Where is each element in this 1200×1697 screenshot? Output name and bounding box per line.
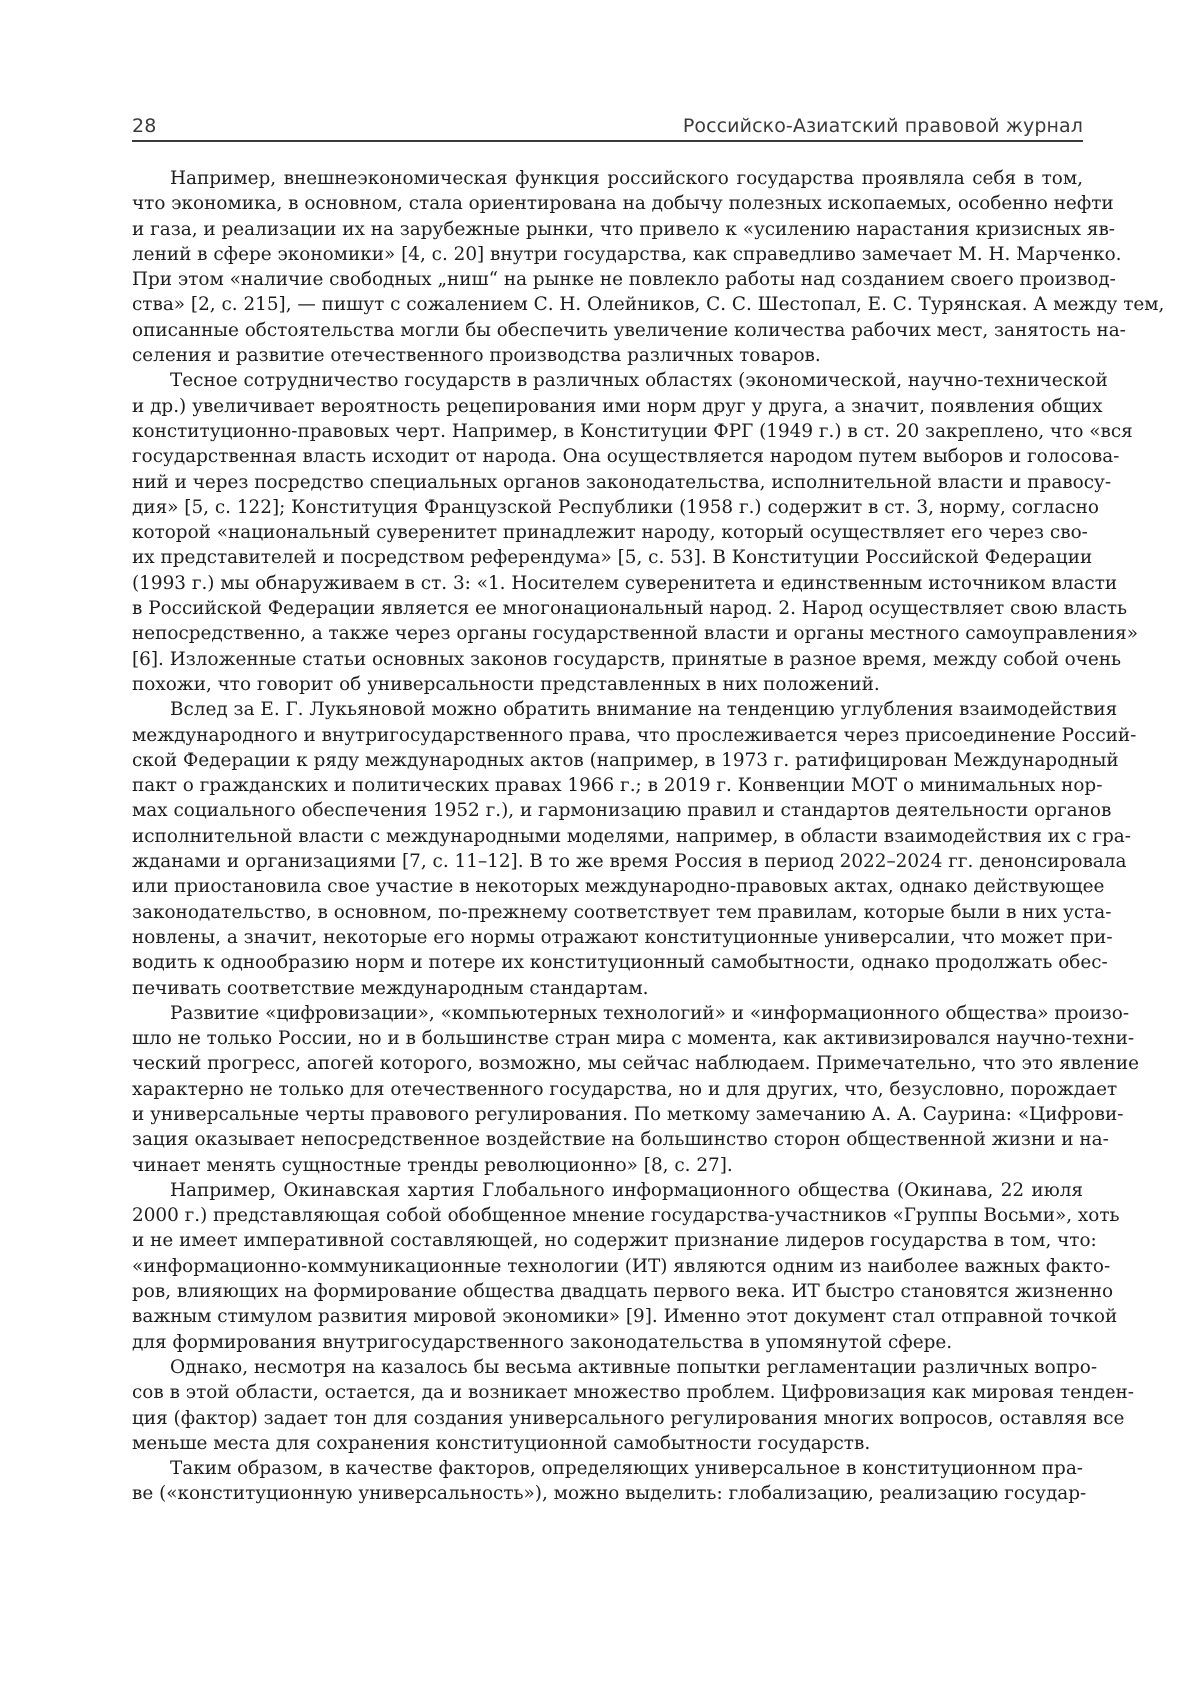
text-line: Вслед за Е. Г. Лукьяновой можно обратить внимание на тенденцию углубления взаимодействия bbox=[170, 699, 1118, 721]
text-line: ческий прогресс, апогей которого, возможно, мы сейчас наблюдаем. Примечательно, что это явление bbox=[132, 1053, 1139, 1075]
text-line: ний и через посредство специальных органов законодательства, исполнительной власти и правосу- bbox=[132, 471, 1112, 493]
text-line: и универсальные черты правового регулирования. По меткому замечанию А. А. Саурина: «Цифрови- bbox=[132, 1103, 1124, 1125]
paragraph bbox=[132, 368, 1139, 697]
page-number: 28 bbox=[132, 115, 157, 137]
text-line: законодательство, в основном, по-прежнему соответствует тем правилам, которые были в них уста- bbox=[132, 901, 1112, 923]
text-line: и не имеет императивной составляющей, но содержит признание лидеров государства в том, что: bbox=[132, 1230, 1097, 1252]
text-line: конституционно-правовых черт. Например, в Конституции ФРГ (1949 г.) в ст. 20 закреплено, что «вся bbox=[132, 420, 1133, 442]
text-line: государственная власть исходит от народа. Она осуществляется народом путем выборов и голосова- bbox=[132, 446, 1120, 468]
text-line: Тесное сотрудничество государств в различных областях (экономической, научно-технической bbox=[170, 370, 1108, 392]
text-line: Например, внешнеэкономическая функция российского государства проявляла себя в том, bbox=[170, 168, 1083, 189]
text-line: и др.) увеличивает вероятность рецепирования ими норм друг у друга, а значит, появления общих bbox=[132, 395, 1103, 417]
text-line: «информационно-коммуникационные технологии (ИТ) являются одним из наиболее важных факто- bbox=[132, 1255, 1111, 1277]
paragraph bbox=[132, 1178, 1120, 1355]
text-line: При этом «наличие свободных „ниш“ на рынке не повлекло работы над созданием своего производ- bbox=[132, 269, 1116, 291]
text-line: водить к однообразию норм и потере их конституционный самобытности, однако продолжать обес- bbox=[132, 952, 1108, 974]
text-line: шло не только России, но и в большинстве стран мира с момента, как активизировался научно-техни- bbox=[132, 1028, 1135, 1050]
text-line: международного и внутригосударственного права, что прослеживается через присоединение Россий- bbox=[132, 724, 1137, 746]
paragraph bbox=[132, 166, 1165, 368]
text-line: что экономика, в основном, стала ориентирована на добычу полезных ископаемых, особенно нефти bbox=[132, 193, 1114, 215]
header-rule bbox=[132, 140, 1083, 142]
text-line: ция (фактор) задает тон для создания универсального регулирования многих вопросов, оставляя все bbox=[132, 1407, 1125, 1429]
text-line: дия» [5, с. 122]; Конституция Французской Республики (1958 г.) содержит в ст. 3, норму, согласно bbox=[132, 496, 1099, 518]
text-line: характерно не только для отечественного государства, но и для других, что, безусловно, порождает bbox=[132, 1078, 1118, 1100]
text-line: Например, Окинавская хартия Глобального информационного общества (Окинава, 22 июля bbox=[170, 1179, 1083, 1201]
running-head bbox=[132, 112, 1083, 142]
text-line: непосредственно, а также через органы государственной власти и органы местного самоуправления» bbox=[132, 623, 1139, 645]
text-line: Однако, несмотря на казалось бы весьма активные попытки регламентации различных вопро- bbox=[170, 1356, 1098, 1378]
text-line: ства» [2, с. 215], — пишут с сожалением С. Н. Олейников, С. С. Шестопал, Е. С. Турянская. А между тем, bbox=[132, 294, 1165, 316]
text-line: или приостановила свое участие в некоторых международно-правовых актах, однако действующее bbox=[132, 876, 1105, 898]
text-line: печивать соответствие международным стандартам. bbox=[132, 977, 649, 999]
text-line: (1993 г.) мы обнаруживаем в ст. 3: «1. Носителем суверенитета и единственным источником власти bbox=[132, 572, 1118, 594]
text-line: похожи, что говорит об универсальности представленных в них положений. bbox=[132, 673, 880, 695]
text-line: пакт о гражданских и политических правах 1966 г.; в 2019 г. Конвенции МОТ о минимальных нор- bbox=[132, 775, 1103, 797]
text-line: мах социального обеспечения 1952 г.), и гармонизацию правил и стандартов деятельности органов bbox=[132, 800, 1112, 822]
paragraph bbox=[132, 1355, 1134, 1456]
text-line: ве («конституционную универсальность»), можно выделить: глобализацию, реализацию государ- bbox=[132, 1483, 1087, 1505]
text-line: зация оказывает непосредственное воздействие на большинство сторон общественной жизни и на- bbox=[132, 1129, 1109, 1151]
text-line: селения и развитие отечественного производства различных товаров. bbox=[132, 345, 821, 367]
text-line: для формирования внутригосударственного законодательства в упомянутой сфере. bbox=[132, 1331, 953, 1353]
paragraph bbox=[132, 1001, 1139, 1178]
text-line: чинает менять сущностные тренды революционно» [8, с. 27]. bbox=[132, 1154, 733, 1176]
text-line: новлены, а значит, некоторые его нормы отражают конституционные универсалии, что может при- bbox=[132, 926, 1113, 948]
text-line: ской Федерации к ряду международных актов (например, в 1973 г. ратифицирован Международный bbox=[132, 749, 1119, 771]
text-line: исполнительной власти с международными моделями, например, в области взаимодействия их с гра- bbox=[132, 825, 1131, 847]
paragraph bbox=[132, 1456, 1087, 1507]
journal-title: Российско-Азиатский правовой журнал bbox=[682, 115, 1083, 137]
paragraph bbox=[132, 697, 1137, 1001]
text-line: и газа, и реализации их на зарубежные рынки, что привело к «усилению нарастания кризисных яв- bbox=[132, 218, 1116, 240]
text-line: [6]. Изложенные статьи основных законов государств, принятые в разное время, между собой очень bbox=[132, 648, 1122, 670]
article-body bbox=[132, 166, 1165, 1507]
text-line: их представителей и посредством референдума» [5, с. 53]. В Конституции Российской Федерации bbox=[132, 547, 1093, 569]
text-line: меньше места для сохранения конституционной самобытности государств. bbox=[132, 1432, 871, 1454]
text-line: в Российской Федерации является ее многонациональный народ. 2. Народ осуществляет свою власть bbox=[132, 598, 1128, 620]
text-line: лений в сфере экономики» [4, с. 20] внутри государства, как справедливо замечает М. Н. Марченко. bbox=[132, 243, 1122, 265]
text-line: сов в этой области, остается, да и возникает множество проблем. Цифровизация как мировая тенден- bbox=[132, 1382, 1134, 1404]
text-line: 2000 г.) представляющая собой обобщенное мнение государства-участников «Группы Восьми», хоть bbox=[132, 1205, 1120, 1227]
text-line: Таким образом, в качестве факторов, определяющих универсальное в конституционном пра- bbox=[170, 1458, 1083, 1480]
text-line: ров, влияющих на формирование общества двадцать первого века. ИТ быстро становятся жизненно bbox=[132, 1281, 1114, 1303]
text-line: Развитие «цифровизации», «компьютерных технологий» и «информационного общества» произо- bbox=[170, 1002, 1130, 1024]
text-line: которой «национальный суверенитет принадлежит народу, который осуществляет его через сво- bbox=[132, 522, 1088, 544]
text-line: описанные обстоятельства могли бы обеспечить увеличение количества рабочих мест, занятость на- bbox=[132, 319, 1126, 341]
text-line: важным стимулом развития мировой экономики» [9]. Именно этот документ стал отправной точкой bbox=[132, 1306, 1118, 1328]
text-line: жданами и организациями [7, с. 11–12]. В то же время Россия в период 2022–2024 гг. денонсировала bbox=[132, 851, 1127, 873]
